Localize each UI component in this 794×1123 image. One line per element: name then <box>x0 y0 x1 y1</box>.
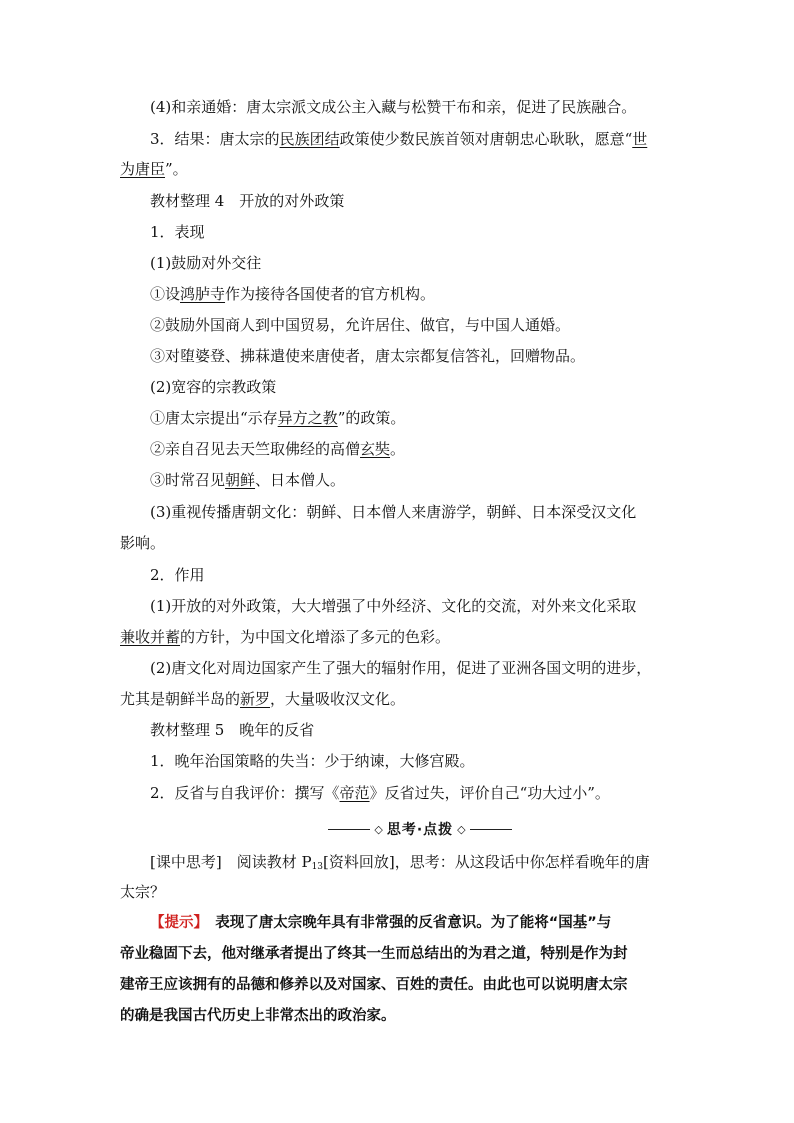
text-line <box>150 128 647 150</box>
text-line <box>150 750 475 772</box>
text-line <box>150 438 405 460</box>
paragraph-text: ②亲自召见去天竺取佛经的高僧 <box>150 440 361 458</box>
paragraph-text: 》反省过失，评价自己“功大过小”。 <box>369 784 610 802</box>
text-line <box>150 376 276 398</box>
text-line <box>150 252 261 274</box>
paragraph-text: ②鼓励外国商人到中国贸易，允许居住、做官，与中国人通婚。 <box>150 316 571 334</box>
hint-text: 表现了唐太宗晚年具有非常强的反省意识。为了能将“国基”与 <box>200 915 612 931</box>
paragraph-text: 影响。 <box>120 534 166 552</box>
hint-tag: 【提示】 <box>150 915 201 931</box>
paragraph-text: 、日本僧人。 <box>255 471 346 489</box>
paragraph-text: 的方针，为中国文化增添了多元的色彩。 <box>180 628 451 646</box>
key-term: 兼收并蓄 <box>120 628 181 646</box>
text-line <box>150 407 405 429</box>
text-line <box>120 881 165 903</box>
key-term: 鸿胪寺 <box>180 285 226 303</box>
text-line <box>150 657 651 679</box>
paragraph-text: ”。 <box>165 160 188 178</box>
paragraph-text: (2)唐文化对周边国家产生了强大的辐射作用，促进了亚洲各国文明的进步， <box>150 659 652 677</box>
divider-title: 思考·点拨 <box>386 822 454 838</box>
page-subscript: 13 <box>311 862 324 872</box>
paragraph-text: 尤其是朝鲜半岛的 <box>120 690 241 708</box>
hint-text: 帝业稳固下去，他对继承者提出了终其一生而总结出的为君之道，特别是作为封 <box>120 946 628 962</box>
paragraph-text: 太宗？ <box>120 883 166 901</box>
paragraph-text: ③对堕婆登、拂菻遣使来唐使者，唐太宗都复信答礼，回赠物品。 <box>150 347 586 365</box>
text-line <box>150 782 610 804</box>
text-line <box>150 469 345 491</box>
text-line <box>120 158 188 180</box>
paragraph-text: [课中思考] 阅读教材 P <box>150 853 312 871</box>
text-line <box>150 851 650 873</box>
paragraph-text: (3)重视传播唐朝文化：朝鲜、日本僧人来唐游学，朝鲜、日本深受汉文化 <box>150 503 637 521</box>
paragraph-text: ①设 <box>150 285 181 303</box>
paragraph-text: (2)宽容的宗教政策 <box>150 378 277 396</box>
text-line <box>120 626 450 648</box>
paragraph-text: 1．晚年治国策略的失当：少于纳谏，大修宫殿。 <box>150 752 475 770</box>
paragraph-text: ”的政策。 <box>337 409 406 427</box>
section-heading <box>150 190 344 212</box>
subheading-text: 2．作用 <box>150 566 205 584</box>
divider-rule <box>470 829 512 830</box>
hint-paragraph-line <box>120 974 628 996</box>
text-line <box>120 688 405 710</box>
hint-text: 的确是我国古代历史上非常杰出的政治家。 <box>120 1008 396 1024</box>
paragraph-text: 。 <box>390 440 406 458</box>
key-term: 帝范 <box>339 784 370 802</box>
diamond-icon: ◇ <box>374 822 383 836</box>
divider-rule <box>328 829 370 830</box>
paragraph-text: (1)开放的对外政策，大大增强了中外经济、文化的交流，对外来文化采取 <box>150 597 637 615</box>
paragraph-text: ，大量吸收汉文化。 <box>270 690 406 708</box>
section-heading <box>150 719 314 741</box>
text-line <box>120 532 165 554</box>
text-line <box>150 283 435 305</box>
subheading <box>150 564 205 586</box>
hint-text: 建帝王应该拥有的品德和修养以及对国家、百姓的责任。由此也可以说明唐太宗 <box>120 977 628 993</box>
diamond-icon: ◇ <box>457 822 466 836</box>
result-label: 3．结果 <box>150 130 205 148</box>
paragraph-text: ③时常召见 <box>150 471 226 489</box>
text-line <box>150 96 636 118</box>
hint-paragraph-line <box>120 1005 396 1027</box>
paragraph-text: ①唐太宗提出“示存 <box>150 409 278 427</box>
key-term: 朝鲜 <box>225 471 256 489</box>
section-divider <box>300 818 540 840</box>
subheading <box>150 221 205 243</box>
text-line <box>150 595 636 617</box>
text-line <box>150 501 636 523</box>
section-heading-text: 教材整理 4 开放的对外政策 <box>150 192 345 210</box>
key-term: 新罗 <box>240 690 271 708</box>
paragraph-text: (1)鼓励对外交往 <box>150 254 262 272</box>
key-term: 异方之教 <box>277 409 338 427</box>
key-term: 世 <box>632 130 648 148</box>
key-term: 为唐臣 <box>120 160 166 178</box>
paragraph-text: [资料回放]，思考：从这段话中你怎样看晚年的唐 <box>323 853 650 871</box>
paragraph-text: 作为接待各国使者的官方机构。 <box>225 285 436 303</box>
hint-paragraph-line <box>120 943 628 965</box>
section-heading-text: 教材整理 5 晚年的反省 <box>150 721 315 739</box>
paragraph-text: 政策使少数民族首领对唐朝忠心耿耿，愿意“ <box>339 130 633 148</box>
key-term: 民族团结 <box>279 130 340 148</box>
text-line <box>150 314 570 336</box>
subheading-text: 1．表现 <box>150 223 205 241</box>
text-line <box>150 345 585 367</box>
hint-paragraph-line <box>150 912 611 934</box>
key-term: 玄奘 <box>360 440 391 458</box>
paragraph-text: 2．反省与自我评价：撰写《 <box>150 784 340 802</box>
paragraph-text: (4)和亲通婚：唐太宗派文成公主入藏与松赞干布和亲，促进了民族融合。 <box>150 98 637 116</box>
paragraph-text: ：唐太宗的 <box>204 130 280 148</box>
